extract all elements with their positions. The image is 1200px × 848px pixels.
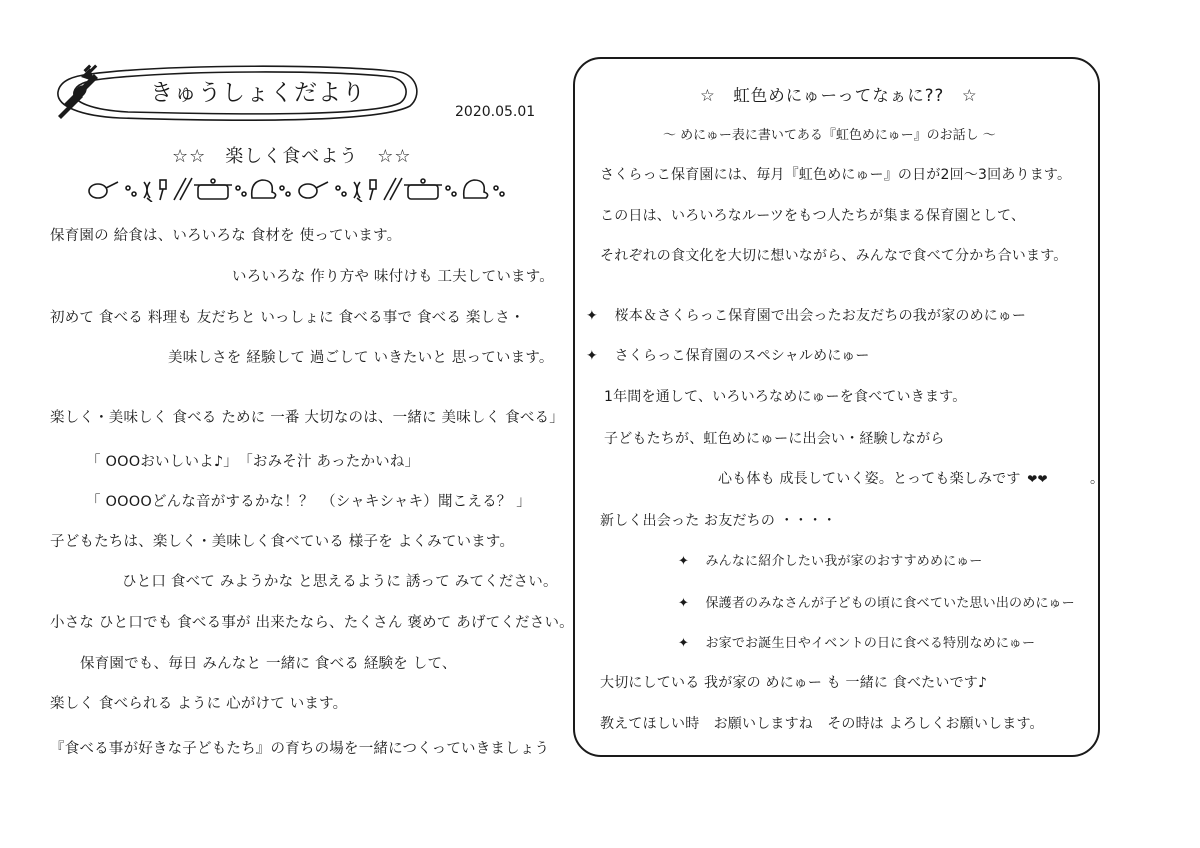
pot-icon bbox=[194, 179, 232, 199]
frying-pan-icon bbox=[299, 182, 328, 198]
whisk-icon bbox=[144, 182, 152, 202]
bullet-item bbox=[586, 345, 870, 365]
growth-text: 心も体も 成長していく姿。とっても楽しみです bbox=[718, 471, 1021, 487]
bullet-icon: ✦ bbox=[678, 596, 690, 611]
right-text-line: さくらっこ保育園には、毎月『虹色めにゅー』の日が2回～3回あります。 bbox=[600, 167, 1072, 183]
left-text-line: 保育園でも、毎日 みんなと 一緒に 食べる 経験を して、 bbox=[80, 656, 457, 672]
oven-mitt-icon bbox=[252, 180, 276, 198]
right-text-line: 大切にしている 我が家の めにゅー も 一緒に 食べたいです♪ bbox=[600, 675, 988, 691]
right-section-heading: ☆ 虹色めにゅーってなぁに?? ☆ bbox=[700, 86, 978, 105]
issue-date: 2020.05.01 bbox=[455, 104, 536, 120]
bullet-icon: ✦ bbox=[586, 308, 598, 324]
sub-bullet-text: みんなに紹介したい我が家のおすすめめにゅー bbox=[705, 554, 983, 569]
flower-icon bbox=[494, 186, 504, 196]
left-text-line: 楽しく・美味しく 食べる ために 一番 大切なのは、一緒に 美味しく 食べる」 bbox=[50, 410, 564, 426]
right-text-line: この日は、いろいろなルーツをもつ人たちが集まる保育園として、 bbox=[600, 208, 1026, 224]
sub-bullet-item bbox=[678, 632, 1035, 651]
bullet-icon: ✦ bbox=[678, 554, 690, 569]
newsletter-title: きゅうしょくだより bbox=[150, 80, 366, 106]
right-text-line: 新しく出会った お友だちの ・・・・ bbox=[600, 513, 837, 529]
whisk-icon bbox=[354, 182, 362, 202]
left-text-line: 「 OOOOどんな音がするかな！？ （シャキシャキ）聞こえる？ 」 bbox=[86, 494, 531, 510]
bullet-text: さくらっこ保育園のスペシャルめにゅー bbox=[614, 348, 870, 364]
right-text-line: 子どもたちが、虹色めにゅーに出会い・経験しながら bbox=[604, 431, 945, 447]
trailing-period: 。 bbox=[1090, 471, 1105, 487]
rainbow-menu-panel bbox=[573, 57, 1100, 757]
kitchenware-decoration bbox=[86, 176, 530, 202]
sub-bullet-item bbox=[678, 592, 1075, 611]
right-text-line: 1年間を通して、いろいろなめにゅーを食べていきます。 bbox=[604, 389, 967, 405]
bullet-icon: ✦ bbox=[678, 636, 690, 651]
left-text-line: 子どもたちは、楽しく・美味しく食べている 様子を よくみています。 bbox=[50, 534, 515, 550]
bullet-text: 桜本＆さくらっこ保育園で出会ったお友だちの我が家のめにゅー bbox=[614, 308, 1027, 324]
left-section-heading: ☆☆ 楽しく食べよう ☆☆ bbox=[172, 146, 412, 167]
left-text-line: 楽しく 食べられる ように 心がけて います。 bbox=[50, 696, 348, 712]
left-text-line: 保育園の 給食は、いろいろな 食材を 使っています。 bbox=[50, 228, 402, 244]
flower-icon bbox=[446, 186, 456, 196]
flower-icon bbox=[280, 186, 290, 196]
flower-icon bbox=[336, 186, 346, 196]
flower-icon bbox=[126, 186, 136, 196]
left-text-line: 『食べる事が好きな子どもたち』の育ちの場を一緒につくっていきましょう bbox=[50, 741, 550, 757]
oven-mitt-icon bbox=[464, 180, 488, 198]
chopsticks-icon bbox=[174, 178, 192, 200]
right-text-line: 教えてほしい時 お願いしますね その時は よろしくお願いします。 bbox=[600, 716, 1044, 732]
sub-bullet-item bbox=[678, 550, 983, 569]
left-text-line: 小さな ひと口でも 食べる事が 出来たなら、たくさん 褒めて あげてください。 bbox=[50, 615, 574, 631]
right-text-line bbox=[718, 468, 1048, 488]
left-text-line: 「 OOOおいしいよ♪」 「おみそ汁 あったかいね」 bbox=[86, 454, 420, 470]
spatula-icon bbox=[370, 180, 376, 200]
sub-bullet-text: 保護者のみなさんが子どもの頃に食べていた思い出のめにゅー bbox=[705, 596, 1075, 611]
left-text-line: 美味しさを 経験して 過ごして いきたいと 思っています。 bbox=[168, 350, 554, 366]
bullet-item bbox=[586, 305, 1026, 325]
sub-bullet-text: お家でお誕生日やイベントの日に食べる特別なめにゅー bbox=[705, 636, 1036, 651]
left-text-line: 初めて 食べる 料理も 友だちと いっしょに 食べる事で 食べる 楽しさ・ bbox=[50, 310, 525, 326]
heart-icon: ❤❤ bbox=[1027, 472, 1048, 486]
bullet-icon: ✦ bbox=[586, 348, 598, 364]
frying-pan-icon bbox=[89, 182, 118, 198]
flower-icon bbox=[236, 186, 246, 196]
left-text-line: ひと口 食べて みようかな と思えるように 誘って みてください。 bbox=[122, 574, 558, 590]
pot-icon bbox=[404, 179, 442, 199]
chopsticks-icon bbox=[384, 178, 402, 200]
left-text-line: いろいろな 作り方や 味付けも 工夫しています。 bbox=[232, 269, 554, 285]
right-text-line: それぞれの食文化を大切に想いながら、みんなで食べて分かち合います。 bbox=[600, 248, 1068, 264]
spatula-icon bbox=[160, 180, 166, 200]
right-section-subheading: ～ めにゅー表に書いてある『虹色めにゅー』のお話し ～ bbox=[663, 128, 996, 143]
